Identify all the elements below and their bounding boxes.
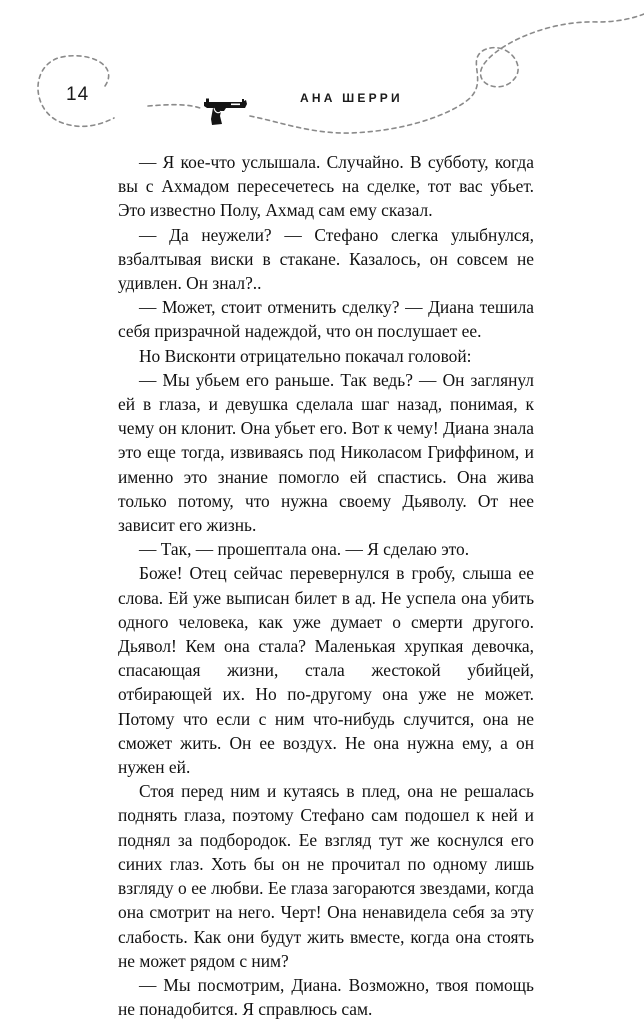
paragraph: — Мы убьем его раньше. Так ведь? — Он заглянул ей в глаза, и девушка сделала шаг назад, понимая, к чему он клонит. Она убьет его. Вот к чему! Диана знала это еще тогда, извиваясь под Николасом Гриффином, и именно это знание помогло ей спастись. Она жива только потому, что нужна своему Дьяволу. От нее зависит его жизнь. [118,369,534,536]
paragraph: — Так, — прошептала она. — Я сделаю это. [139,539,470,560]
paragraph: — Да неужели? — Стефано слегка улыбнулся, взбалтывая виски в стакане. Казалось, он совсем не удивлен. Он знал?.. [118,224,534,294]
running-title: АНА ШЕРРИ [300,91,403,105]
paragraph: Но Висконти отрицательно покачал головой: [139,345,472,366]
paragraph: — Мы посмотрим, Диана. Возможно, твоя помощь не понадобится. Я справлюсь сам. [118,974,534,1020]
page-number: 14 [66,84,90,105]
paragraph: — Может, стоит отменить сделку? — Диана тешила себя призрачной надеждой, что он послушает ее. [118,297,534,342]
gun-icon [201,96,249,126]
paragraph: — Я кое-что услышала. Случайно. В субботу, когда вы с Ахмадом пересечетесь на сделке, тот вас убьет. Это известно Полу, Ахмад сам ему сказал. [118,152,534,221]
dashed-ornament-line [0,0,644,150]
body-text [118,150,534,1021]
paragraph: Стоя перед ним и кутаясь в плед, она не решалась поднять глаза, поэтому Стефано сам подошел к ней и поднял за подбородок. Ее взгляд тут же коснулся его синих глаз. Хоть бы он не прочитал по одному лишь взгляду о ее любви. Ее глаза загораются звездами, когда она смотрит на него. Черт! Она ненавидела себя за эту слабость. Как они будут жить вместе, когда она стоять не может рядом с ним? [118,781,534,971]
paragraph: Боже! Отец сейчас перевернулся в гробу, слыша ее слова. Ей уже выписан билет в ад. Не успела она убить одного человека, как уже думает о смерти другого. Дьявол! Кем она стала? Маленькая хрупкая девочка, спасающая жизни, стала жестокой убийцей, отбирающей их. Но по-другому она уже не может. Потому что если с ним что-нибудь случится, она не сможет жить. Он ее воздух. Не она нужна ему, а он нужен ей. [118,563,534,778]
